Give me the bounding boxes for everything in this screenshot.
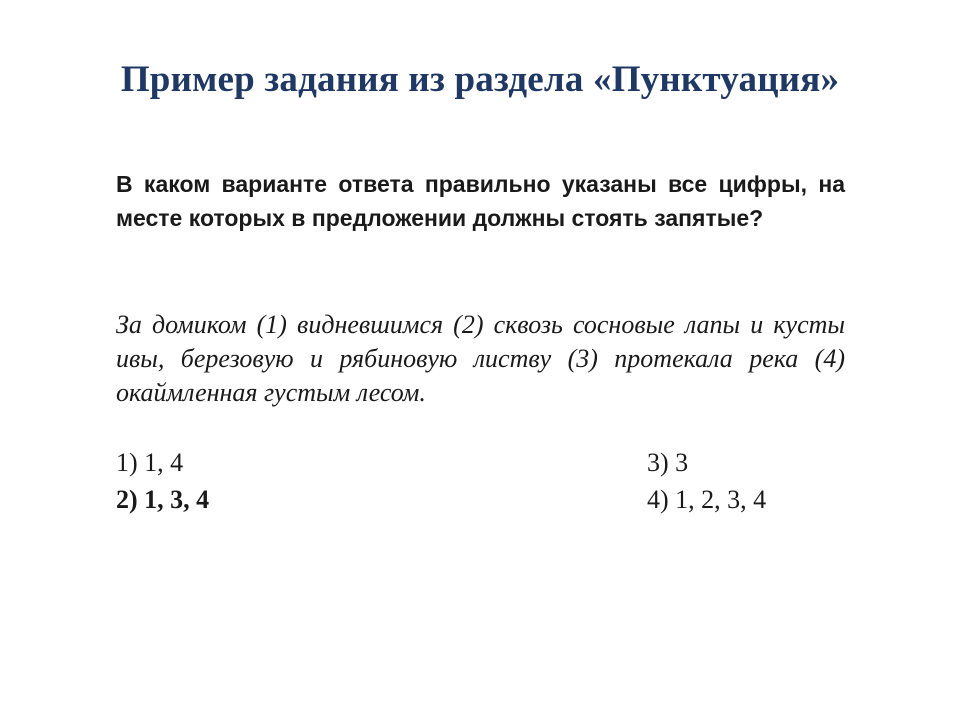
answer-option-1: 1) 1, 4 (116, 448, 184, 477)
answer-option-4: 4) 1, 2, 3, 4 (647, 485, 767, 514)
answer-option-3: 3) 3 (647, 448, 689, 477)
example-sentence: За домиком (1) видневшимся (2) сквозь сосновые лапы и кусты ивы, березовую и рябиновую листву (3) протекала река (4) окаймленная густым лесом. (116, 310, 845, 407)
answer-option-2-correct: 2) 1, 3, 4 (116, 485, 210, 514)
question-text: В каком варианте ответа правильно указаны все цифры, на месте которых в предложении должны стоять запятые? (116, 171, 845, 231)
slide-title: Пример задания из раздела «Пунктуация» (120, 59, 840, 100)
